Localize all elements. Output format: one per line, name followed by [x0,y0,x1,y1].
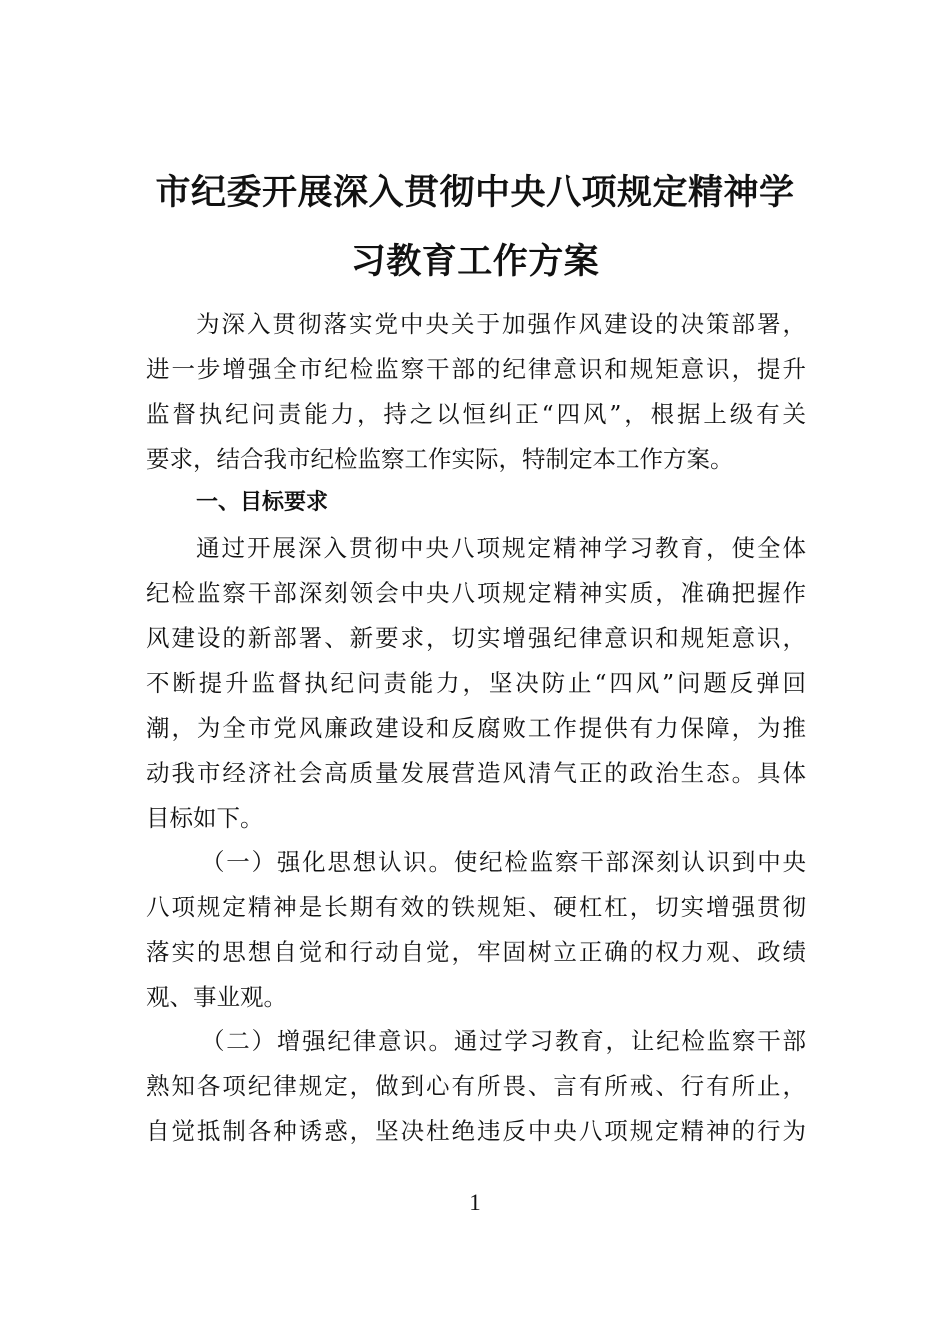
intro-line: 为深入贯彻落实党中央关于加强作风建设的决策部署， [196,310,806,338]
section-body-line: 风建设的新部署、新要求，切实增强纪律意识和规矩意识， [146,624,806,652]
item-1-line: 落实的思想自觉和行动自觉，牢固树立正确的权力观、政绩 [146,938,806,966]
item-2-line: （二）增强纪律意识。通过学习教育，让纪检监察干部 [201,1027,806,1055]
section-body-line: 不断提升监督执纪问责能力，坚决防止“四风”问题反弹回 [146,669,806,697]
intro-line: 进一步增强全市纪检监察干部的纪律意识和规矩意识，提升 [146,355,806,383]
section-heading: 一、目标要求 [196,490,329,515]
section-body-line: 动我市经济社会高质量发展营造风清气正的政治生态。具体 [146,759,806,787]
document-title-line-2: 习教育工作方案 [350,241,600,282]
item-2-line: 自觉抵制各种诱惑，坚决杜绝违反中央八项规定精神的行为 [146,1117,806,1145]
page-number: 1 [469,1190,481,1215]
section-body-line: 纪检监察干部深刻领会中央八项规定精神实质，准确把握作 [146,579,806,607]
document-title-line-1: 市纪委开展深入贯彻中央八项规定精神学 [155,172,795,213]
section-body-line: 潮，为全市党风廉政建设和反腐败工作提供有力保障，为推 [146,714,806,742]
item-1-line: 八项规定精神是长期有效的铁规矩、硬杠杠，切实增强贯彻 [146,893,806,921]
section-body-line: 通过开展深入贯彻中央八项规定精神学习教育，使全体 [196,534,806,562]
section-body-line: 目标如下。 [146,804,264,832]
intro-line: 监督执纪问责能力，持之以恒纠正“四风”，根据上级有关 [146,400,806,428]
item-1-line: 观、事业观。 [146,983,287,1011]
intro-line: 要求，结合我市纪检监察工作实际，特制定本工作方案。 [146,445,734,473]
item-2-line: 熟知各项纪律规定，做到心有所畏、言有所戒、行有所止， [146,1072,806,1100]
item-1-line: （一）强化思想认识。使纪检监察干部深刻认识到中央 [201,848,806,876]
